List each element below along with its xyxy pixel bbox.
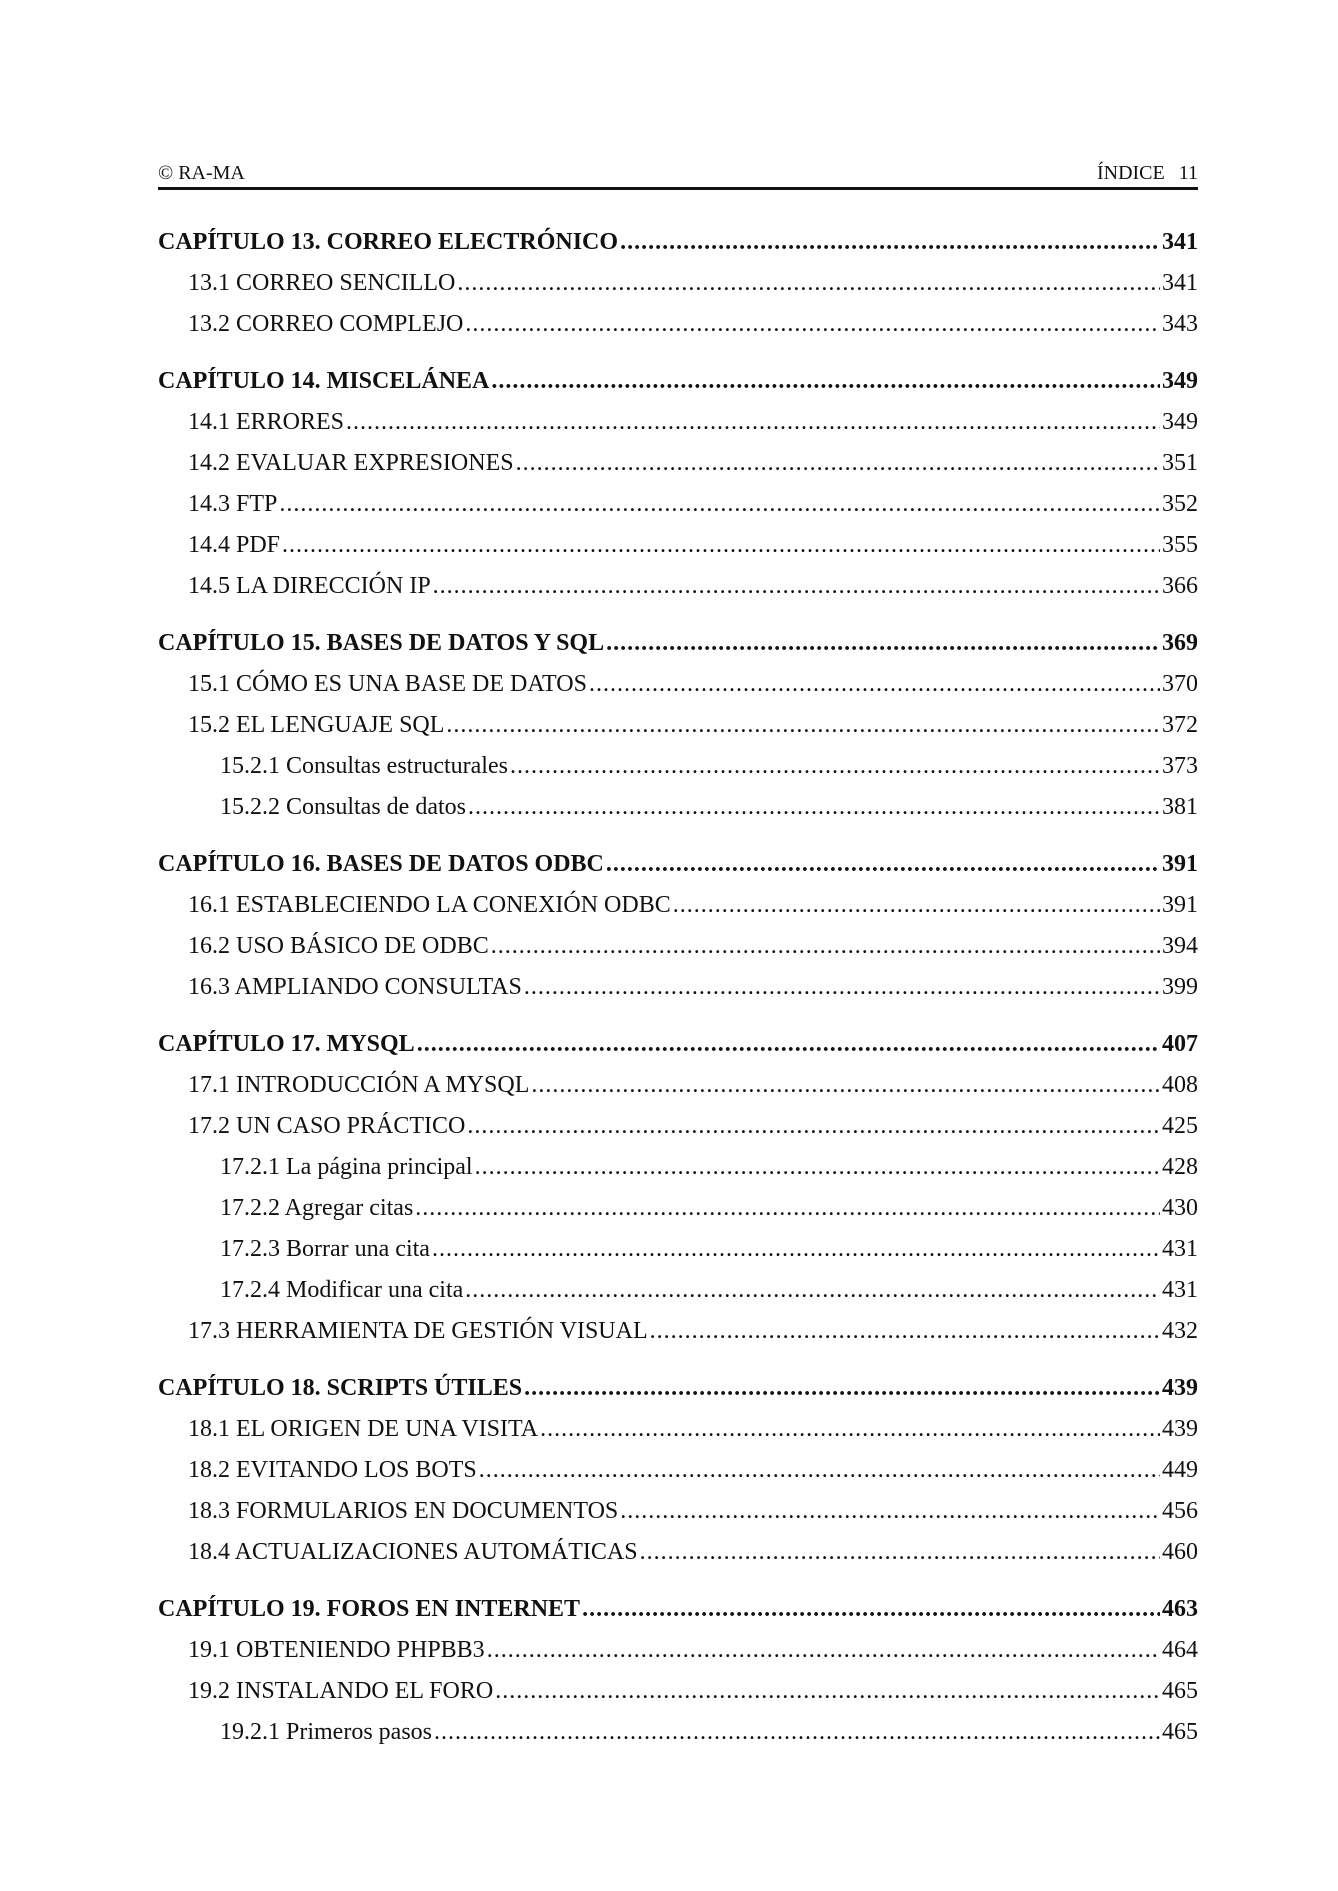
- toc-entry-page: 463: [1162, 1596, 1198, 1622]
- toc-section-entry[interactable]: [158, 926, 1198, 967]
- toc-entry-title: 13.2 CORREO COMPLEJO: [188, 311, 464, 337]
- toc-section-entry[interactable]: [158, 1532, 1198, 1573]
- dot-leader: [491, 926, 1160, 967]
- dot-leader: [446, 705, 1160, 746]
- dot-leader: [531, 1065, 1160, 1106]
- toc-entry-title: 18.4 ACTUALIZACIONES AUTOMÁTICAS: [188, 1539, 638, 1565]
- dot-leader: [479, 1450, 1160, 1491]
- toc-entry-title: 15.1 CÓMO ES UNA BASE DE DATOS: [188, 671, 587, 697]
- toc-entry-page: 394: [1162, 933, 1198, 959]
- toc-entry-title: CAPÍTULO 18. SCRIPTS ÚTILES: [158, 1375, 523, 1401]
- toc-section-entry[interactable]: [158, 566, 1198, 607]
- dot-leader: [465, 1270, 1160, 1311]
- toc-entry-page: 369: [1162, 630, 1198, 656]
- toc-subsection-entry[interactable]: [158, 787, 1198, 828]
- toc-entry-page: 391: [1162, 851, 1198, 877]
- toc-entry-page: 370: [1162, 671, 1198, 697]
- toc-entry-title: 18.3 FORMULARIOS EN DOCUMENTOS: [188, 1498, 619, 1524]
- toc-entry-title: 15.2.2 Consultas de datos: [220, 794, 466, 820]
- toc-entry-title: 15.2 EL LENGUAJE SQL: [188, 712, 445, 738]
- dot-leader: [434, 1712, 1160, 1753]
- toc-entry-title: 14.4 PDF: [188, 532, 281, 558]
- dot-leader: [589, 664, 1160, 705]
- toc-entry-title: 16.3 AMPLIANDO CONSULTAS: [188, 974, 522, 1000]
- toc-section-entry[interactable]: [158, 263, 1198, 304]
- toc-entry-page: 351: [1162, 450, 1198, 476]
- toc-entry-page: 341: [1162, 229, 1198, 255]
- dot-leader: [673, 885, 1160, 926]
- toc-section-entry[interactable]: [158, 885, 1198, 926]
- toc-subsection-entry[interactable]: [158, 1270, 1198, 1311]
- dot-leader: [487, 1630, 1160, 1671]
- toc-entry-title: 16.2 USO BÁSICO DE ODBC: [188, 933, 489, 959]
- toc-entry-page: 432: [1162, 1318, 1198, 1344]
- toc-entry-page: 430: [1162, 1195, 1198, 1221]
- toc-section-entry[interactable]: [158, 1409, 1198, 1450]
- toc-entry-page: 373: [1162, 753, 1198, 779]
- dot-leader: [282, 525, 1160, 566]
- toc-entry-page: 431: [1162, 1236, 1198, 1262]
- toc-section-entry[interactable]: [158, 484, 1198, 525]
- toc-entry-page: 366: [1162, 573, 1198, 599]
- toc-entry-title: 17.3 HERRAMIENTA DE GESTIÓN VISUAL: [188, 1318, 648, 1344]
- toc-entry-title: CAPÍTULO 13. CORREO ELECTRÓNICO: [158, 229, 619, 255]
- toc-chapter-entry[interactable]: [158, 1589, 1198, 1630]
- toc-entry-title: 18.1 EL ORIGEN DE UNA VISITA: [188, 1416, 539, 1442]
- toc-entry-title: CAPÍTULO 14. MISCELÁNEA: [158, 368, 490, 394]
- toc-entry-title: 16.1 ESTABLECIENDO LA CONEXIÓN ODBC: [188, 892, 671, 918]
- toc-section-entry[interactable]: [158, 304, 1198, 345]
- toc-entry-title: 14.3 FTP: [188, 491, 278, 517]
- toc-entry-title: 18.2 EVITANDO LOS BOTS: [188, 1457, 477, 1483]
- toc-entry-page: 372: [1162, 712, 1198, 738]
- dot-leader: [516, 443, 1160, 484]
- toc-entry-page: 456: [1162, 1498, 1198, 1524]
- header-rule: [158, 187, 1198, 190]
- dot-leader: [465, 304, 1160, 345]
- toc-subsection-entry[interactable]: [158, 1712, 1198, 1753]
- dot-leader: [510, 746, 1160, 787]
- toc-chapter-entry[interactable]: [158, 623, 1198, 664]
- toc-subsection-entry[interactable]: [158, 1229, 1198, 1270]
- dot-leader: [468, 787, 1160, 828]
- toc-section-entry[interactable]: [158, 705, 1198, 746]
- toc-entry-title: 15.2.1 Consultas estructurales: [220, 753, 508, 779]
- toc-entry-title: 19.1 OBTENIENDO PHPBB3: [188, 1637, 485, 1663]
- toc-entry-page: 381: [1162, 794, 1198, 820]
- toc-entry-title: CAPÍTULO 15. BASES DE DATOS Y SQL: [158, 630, 605, 656]
- toc-entry-page: 439: [1162, 1375, 1198, 1401]
- toc-section-entry[interactable]: [158, 443, 1198, 484]
- dot-leader: [415, 1188, 1160, 1229]
- dot-leader: [346, 402, 1160, 443]
- toc-chapter-entry[interactable]: [158, 1368, 1198, 1409]
- table-of-contents: [158, 222, 1198, 1753]
- dot-leader: [475, 1147, 1160, 1188]
- section-title: ÍNDICE: [1096, 162, 1165, 184]
- toc-entry-page: 465: [1162, 1678, 1198, 1704]
- toc-entry-title: 19.2 INSTALANDO EL FORO: [188, 1678, 494, 1704]
- toc-entry-page: 439: [1162, 1416, 1198, 1442]
- toc-entry-page: 349: [1162, 409, 1198, 435]
- dot-leader: [279, 484, 1160, 525]
- dot-leader: [606, 623, 1160, 664]
- toc-entry-title: 17.2.4 Modificar una cita: [220, 1277, 464, 1303]
- toc-entry-title: 19.2.1 Primeros pasos: [220, 1719, 432, 1745]
- dot-leader: [495, 1671, 1160, 1712]
- toc-entry-page: 399: [1162, 974, 1198, 1000]
- dot-leader: [432, 1229, 1160, 1270]
- toc-entry-title: 14.5 LA DIRECCIÓN IP: [188, 573, 431, 599]
- dot-leader: [540, 1409, 1160, 1450]
- toc-section-entry[interactable]: [158, 1450, 1198, 1491]
- toc-entry-page: 343: [1162, 311, 1198, 337]
- toc-entry-title: 17.2.2 Agregar citas: [220, 1195, 414, 1221]
- toc-entry-page: 425: [1162, 1113, 1198, 1139]
- section-and-page: [1097, 162, 1198, 185]
- dot-leader: [606, 844, 1160, 885]
- dot-leader: [640, 1532, 1160, 1573]
- toc-entry-title: 14.1 ERRORES: [188, 409, 345, 435]
- toc-entry-page: 355: [1162, 532, 1198, 558]
- dot-leader: [433, 566, 1160, 607]
- toc-entry-page: 407: [1162, 1031, 1198, 1057]
- toc-entry-title: 13.1 CORREO SENCILLO: [188, 270, 456, 296]
- dot-leader: [524, 967, 1160, 1008]
- dot-leader: [524, 1368, 1160, 1409]
- toc-chapter-entry[interactable]: [158, 361, 1198, 402]
- publisher-mark: © RA-MA: [158, 162, 245, 184]
- dot-leader: [457, 263, 1160, 304]
- dot-leader: [417, 1024, 1160, 1065]
- toc-chapter-entry[interactable]: [158, 1024, 1198, 1065]
- dot-leader: [467, 1106, 1160, 1147]
- toc-entry-page: 341: [1162, 270, 1198, 296]
- toc-section-entry[interactable]: [158, 525, 1198, 566]
- toc-section-entry[interactable]: [158, 1311, 1198, 1352]
- toc-section-entry[interactable]: [158, 1065, 1198, 1106]
- toc-section-entry[interactable]: [158, 967, 1198, 1008]
- toc-entry-page: 449: [1162, 1457, 1198, 1483]
- toc-entry-page: 465: [1162, 1719, 1198, 1745]
- toc-entry-title: 17.2.1 La página principal: [220, 1154, 473, 1180]
- toc-entry-page: 391: [1162, 892, 1198, 918]
- dot-leader: [620, 222, 1160, 263]
- page-number: 11: [1178, 162, 1198, 184]
- toc-entry-page: 352: [1162, 491, 1198, 517]
- toc-entry-title: CAPÍTULO 19. FOROS EN INTERNET: [158, 1596, 581, 1622]
- dot-leader: [582, 1589, 1160, 1630]
- toc-entry-page: 349: [1162, 368, 1198, 394]
- toc-entry-title: CAPÍTULO 17. MYSQL: [158, 1031, 415, 1057]
- toc-chapter-entry[interactable]: [158, 844, 1198, 885]
- toc-entry-title: 17.2.3 Borrar una cita: [220, 1236, 430, 1262]
- toc-section-entry[interactable]: [158, 1491, 1198, 1532]
- toc-entry-page: 408: [1162, 1072, 1198, 1098]
- toc-chapter-entry[interactable]: [158, 222, 1198, 263]
- dot-leader: [491, 361, 1160, 402]
- toc-section-entry[interactable]: [158, 1106, 1198, 1147]
- dot-leader: [620, 1491, 1160, 1532]
- toc-entry-title: 17.1 INTRODUCCIÓN A MYSQL: [188, 1072, 530, 1098]
- toc-section-entry[interactable]: [158, 664, 1198, 705]
- toc-entry-title: 14.2 EVALUAR EXPRESIONES: [188, 450, 514, 476]
- toc-section-entry[interactable]: [158, 1671, 1198, 1712]
- toc-section-entry[interactable]: [158, 402, 1198, 443]
- dot-leader: [650, 1311, 1160, 1352]
- toc-entry-title: 17.2 UN CASO PRÁCTICO: [188, 1113, 466, 1139]
- toc-entry-title: CAPÍTULO 16. BASES DE DATOS ODBC: [158, 851, 604, 877]
- running-header: [158, 158, 1198, 188]
- toc-subsection-entry[interactable]: [158, 1147, 1198, 1188]
- toc-subsection-entry[interactable]: [158, 746, 1198, 787]
- toc-entry-page: 460: [1162, 1539, 1198, 1565]
- toc-entry-page: 431: [1162, 1277, 1198, 1303]
- toc-entry-page: 464: [1162, 1637, 1198, 1663]
- toc-section-entry[interactable]: [158, 1630, 1198, 1671]
- toc-subsection-entry[interactable]: [158, 1188, 1198, 1229]
- toc-entry-page: 428: [1162, 1154, 1198, 1180]
